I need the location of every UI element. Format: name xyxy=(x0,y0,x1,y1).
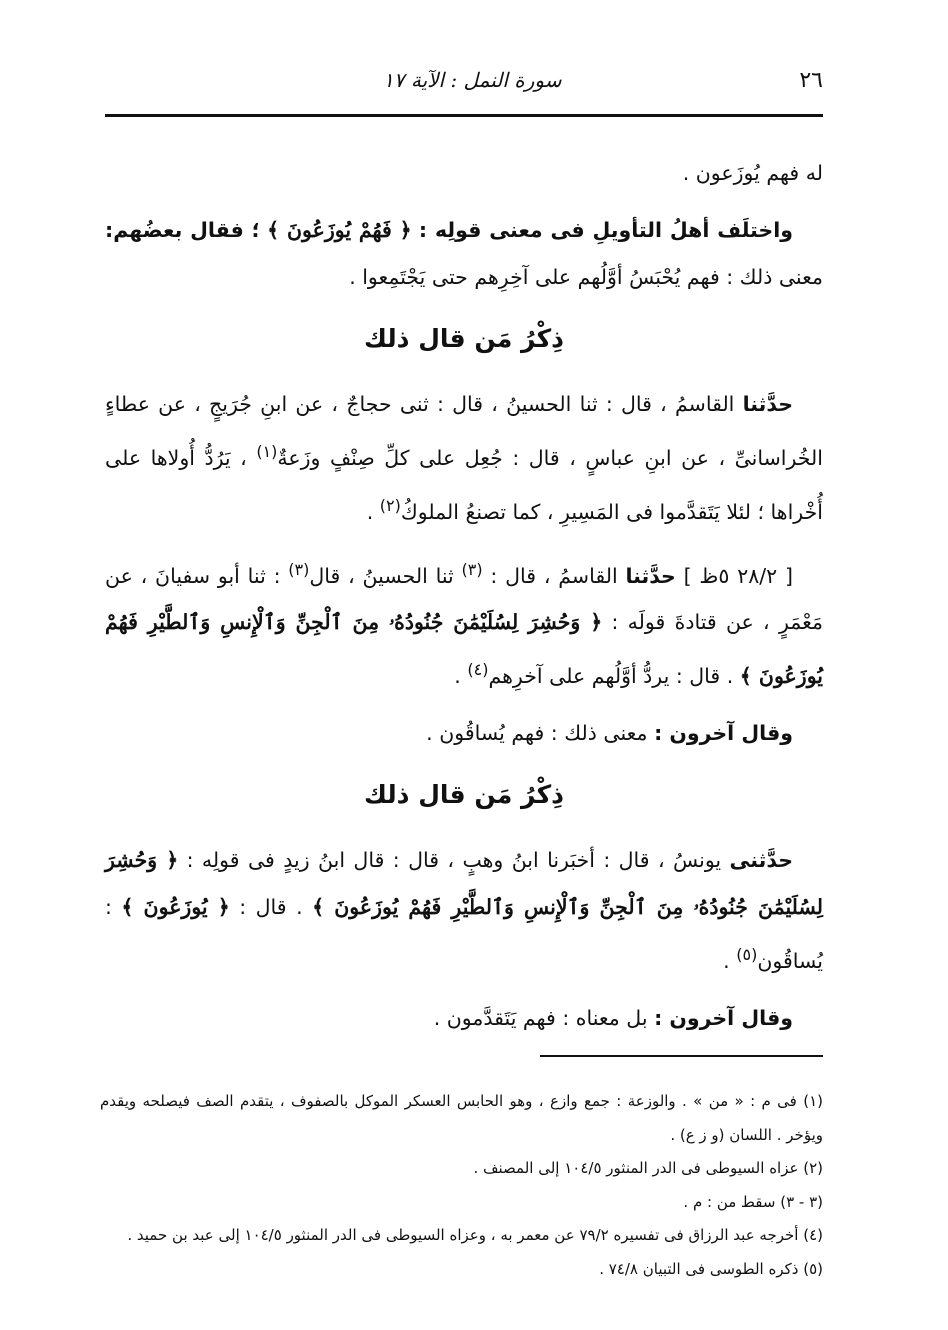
text-span: وقال آخرون : xyxy=(654,721,793,746)
text-span: . xyxy=(454,664,461,689)
text-span: حدَّثنا xyxy=(625,563,676,588)
footnotes xyxy=(100,1085,823,1286)
text-span: بل معناه : فهم يَتَقدَّمون . xyxy=(433,1006,648,1031)
section-heading: ذِكْرُ مَن قال ذلك xyxy=(364,324,564,353)
paragraph xyxy=(105,150,823,197)
text-span: : يُساقُون xyxy=(105,895,823,974)
footnote-ref: (٣) xyxy=(288,559,310,579)
footnote: (٥) ذكره الطوسى فى التبيان ٧٤/٨ . xyxy=(599,1259,823,1278)
running-title: سورة النمل : الآية ١٧ xyxy=(383,68,562,92)
footnote: (٣ - ٣) سقط من : م . xyxy=(683,1192,823,1211)
paragraph xyxy=(105,837,823,985)
paragraph xyxy=(105,381,823,536)
quran-quote: ﴿ يُوزَعُونَ ﴾ xyxy=(121,895,230,920)
text-span: وقال آخرون : xyxy=(654,1006,793,1031)
text-span: معنى ذلك : فهم يُساقُون . xyxy=(426,721,648,746)
text-span: ؛ فقال بعضُهم: xyxy=(105,218,260,242)
paragraph xyxy=(105,207,823,301)
text-span: ، يَرُدُّ أُولاها على أُخْراها ؛ لئلا يَتَقدَّموا فى المَسِيرِ ، كما تصنعُ الملوكُ xyxy=(105,445,823,524)
footnote: (١) فى م : « من » . والوزعة : جمع وازع ، وهو الحابس العسكر الموكل بالصفوف ، يتقدم الصف فيصلحه ويقدم ويؤخر . اللسان (و ز ع) . xyxy=(100,1092,823,1144)
text-span: يونسُ ، قال : أخبَرنا ابنُ وهبٍ ، قال : قال ابنُ زيدٍ فى قولِه : xyxy=(186,848,722,873)
footnote-ref: (١) xyxy=(256,442,278,461)
text-span: . قال : xyxy=(239,895,303,920)
footnote: (٤) أخرجه عبد الرزاق فى تفسيره ٧٩/٢ عن معمر به ، وعزاه السيوطى فى الدر المنثور ١٠٤/٥ إلى عبد بن حميد . xyxy=(127,1226,823,1244)
page-header xyxy=(105,62,823,114)
paragraph xyxy=(105,710,823,757)
text-span: حدَّثنا xyxy=(742,392,793,416)
quran-quote: ﴿ وَحُشِرَ لِسُلَيْمَٰنَ جُنُودُهُۥ مِنَ ٱلْجِنِّ وَٱلْإِنسِ وَٱلطَّيْرِ فَهُمْ يُوزَعُونَ ﴾ xyxy=(105,610,823,689)
footnote-ref: (٣) xyxy=(461,559,483,579)
paragraph xyxy=(105,995,823,1042)
text-span: ثنا الحسينُ ، قال xyxy=(309,563,454,588)
manuscript-ref: [ ٢٨/٢ ٥ظ ] xyxy=(683,563,793,588)
footnote-ref: (٢) xyxy=(379,495,401,515)
header-rule xyxy=(105,114,823,117)
footnote-ref: (٤) xyxy=(467,660,489,680)
text-span: القاسمُ ، قال : ثنا الحسينُ ، قال : ثنى حجاجٌ ، عن ابنِ جُرَيجٍ ، عن عطاءٍ الخُراسانىِّ ، عن ابنِ عباسٍ ، قال : جُعِل على كلِّ صِنْفٍ وزَعةٌ xyxy=(105,392,823,470)
text-span: معنى ذلك : فهم يُحْبَسُ أوَّلُهم على آخِرِهم حتى يَجْتَمِعوا . xyxy=(349,265,823,289)
main-text xyxy=(105,150,823,1052)
text-span: له فهم يُوزَعون . xyxy=(682,161,823,185)
footnote: (٢) عزاه السيوطى فى الدر المنثور ١٠٤/٥ إلى المصنف . xyxy=(473,1159,823,1177)
text-span: حدَّثنى xyxy=(729,848,793,873)
text-span: القاسمُ ، قال : xyxy=(490,563,618,588)
section-heading: ذِكْرُ مَن قال ذلك xyxy=(364,780,564,810)
text-span: واختلَف أهلُ التأويلِ فى معنى قولِه : xyxy=(418,218,793,242)
quran-quote: ﴿ وَحُشِرَ لِسُلَيْمَٰنَ جُنُودُهُۥ مِنَ ٱلْجِنِّ وَٱلْإِنسِ وَٱلطَّيْرِ فَهُمْ يُوزَعُونَ ﴾ xyxy=(105,848,823,920)
quran-quote: ﴿ فَهُمْ يُوزَعُونَ ﴾ xyxy=(267,218,412,242)
text-span: . xyxy=(723,949,730,974)
text-span: . xyxy=(366,499,374,524)
paragraph xyxy=(105,546,823,701)
footnote-ref: (٥) xyxy=(736,945,758,965)
text-span: . قال : يردُّ أوَّلُهم على آخرِهم xyxy=(488,664,734,689)
text-span: : ثنا أبو سفيانَ ، عن مَعْمَرٍ ، عن قتادةَ قولَه : xyxy=(105,563,823,635)
page-number: ٢٦ xyxy=(799,68,823,93)
footnote-rule xyxy=(540,1055,823,1057)
